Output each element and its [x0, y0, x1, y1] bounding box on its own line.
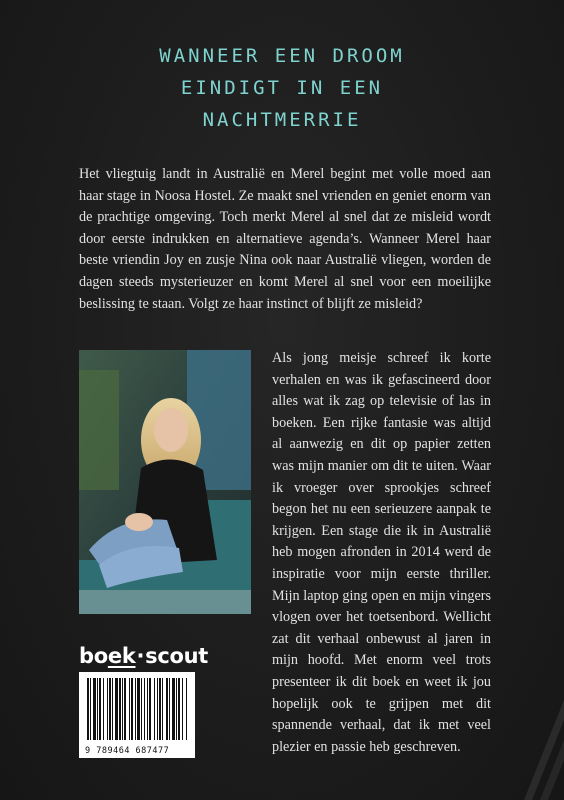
headline-line-3: NACHTMERRIE: [202, 109, 362, 131]
barcode-bar: [122, 678, 123, 740]
barcode-bar: [172, 678, 175, 740]
barcode-bar: [166, 678, 168, 740]
barcode-bar: [90, 678, 91, 740]
barcode-bar: [149, 678, 151, 740]
barcode-bar: [147, 678, 148, 740]
barcode-bar: [112, 678, 113, 740]
barcode-bar: [176, 678, 177, 740]
barcode-bar: [159, 678, 161, 740]
barcode-bars: [79, 672, 195, 746]
publisher-logo-dot: ·: [136, 644, 145, 668]
barcode-bar: [131, 678, 133, 740]
barcode-bar: [178, 678, 180, 740]
barcode-bar: [154, 678, 155, 740]
barcode-bar: [87, 678, 89, 740]
barcode-bar: [119, 678, 121, 740]
barcode-bar: [144, 678, 145, 740]
headline: [0, 40, 564, 136]
barcode-bar: [93, 678, 96, 740]
barcode-bar: [124, 678, 126, 740]
author-bio: Als jong meisje schreef ik korte verhalen en was ik gefascineerd door alles wat ik zag op televisie of las in boeken. Een rijke fantasie was altijd al aanwezig en dit op papier zetten was mijn manier om dit te uiten. Waar ik vroeger over sprookjes schreef begon het nu een serieuzere aanpak te krijgen. Een stage die ik in Australië heb mogen afronden in 2014 werd de inspiratie voor mijn eerste thriller. Mijn laptop ging open en mijn vingers vlogen over het toetsenbord. Wellicht zat dit verhaal onbewust al jaren in mijn hoofd. Met enorm veel trots presenteer ik dit boek en weet ik jou hopelijk ook te grijpen met dit spannende verhaal, dat ik met veel plezier en passie heb geschreven.: [272, 350, 491, 755]
publisher-logo-part-3: scout: [145, 644, 209, 668]
publisher-logo-part-1: bo: [79, 644, 108, 668]
barcode-bar: [99, 678, 101, 740]
barcode-bar: [186, 678, 187, 740]
barcode-bar: [157, 678, 158, 740]
publisher-logo: [79, 644, 208, 668]
headline-line-1: WANNEER EEN DROOM: [159, 45, 405, 67]
isbn-digits: 9 789464 687477: [85, 746, 170, 756]
barcode-bar: [109, 678, 111, 740]
barcode-bar: [107, 678, 108, 740]
barcode-bar: [135, 678, 136, 740]
author-photo-illustration: [79, 350, 251, 614]
isbn-barcode: [79, 672, 195, 758]
synopsis-text: Het vliegtuig landt in Australië en Merel begint met volle moed aan haar stage in Noosa Hostel. Ze maakt snel vrienden en geniet enorm van de prachtige omgeving. Toch merkt Merel al snel dat ze misleid wordt door eerste indrukken en alternatieve agenda’s. Wanneer Merel haar beste vriendin Joy en zusje Nina ook naar Australië vliegen, worden de dagen steeds mysterieuzer en komt Merel al snel voor een moeilijke beslissing te staan. Volgt ze haar instinct of blijft ze misleid?: [79, 166, 491, 312]
barcode-bar: [137, 678, 140, 740]
author-photo: [79, 350, 251, 614]
barcode-bar: [115, 678, 118, 740]
headline-line-2: EINDIGT IN EEN: [180, 77, 384, 99]
barcode-bar: [162, 678, 163, 740]
barcode-bar: [141, 678, 142, 740]
barcode-bar: [103, 678, 104, 740]
barcode-bar: [182, 678, 183, 740]
publisher-logo-part-2: ek: [107, 644, 136, 668]
barcode-bar: [169, 678, 170, 740]
barcode-bar: [97, 678, 98, 740]
corner-stripes-decoration: [464, 660, 564, 800]
barcode-bar: [129, 678, 130, 740]
